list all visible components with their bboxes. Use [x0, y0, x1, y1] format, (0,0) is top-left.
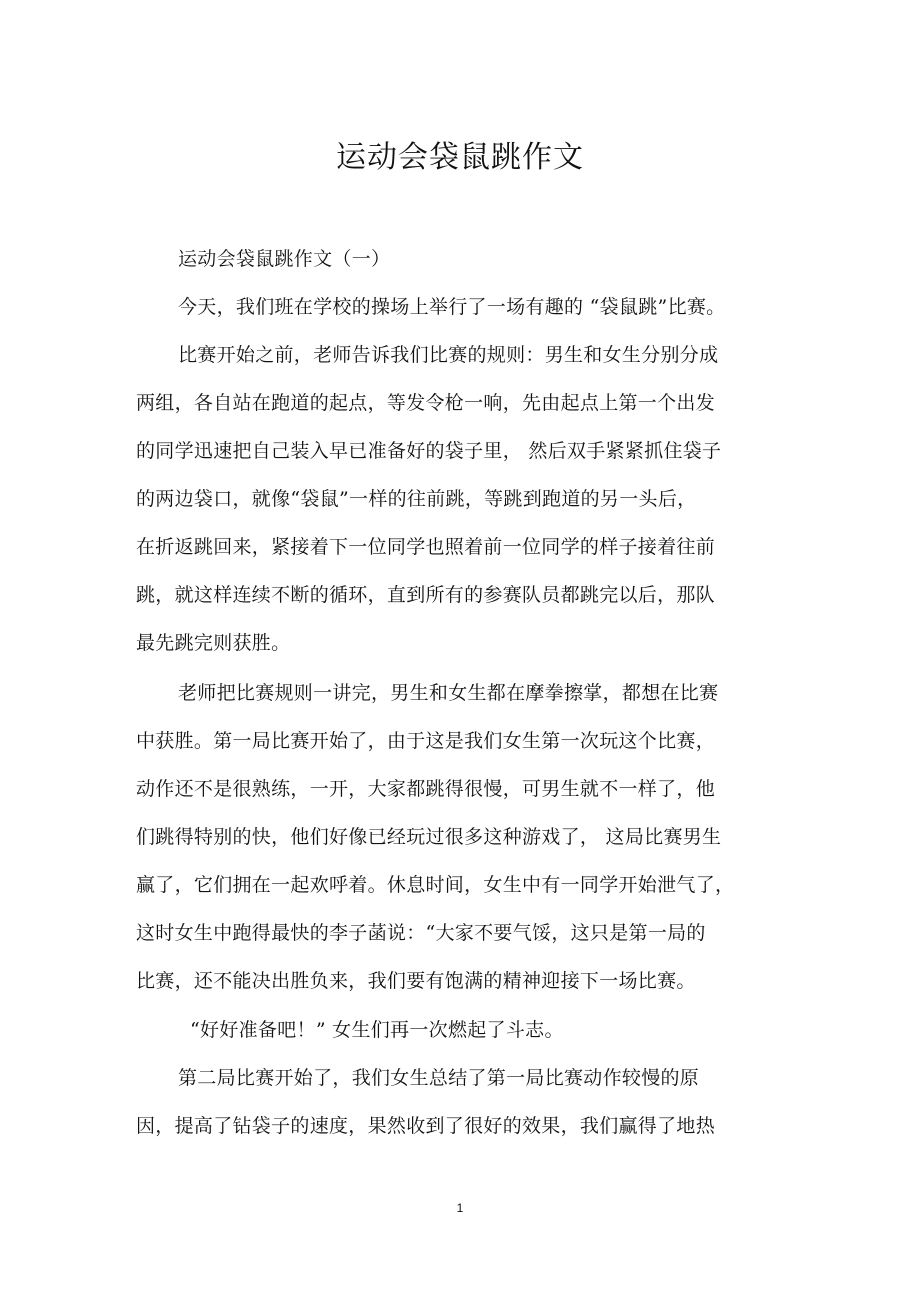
paragraph-line: 赢了，它们拥在一起欢呼着。休息时间，女生中有一同学开始泄气了， — [136, 874, 735, 896]
paragraph-line: “好好准备吧！” 女生们再一次燃起了斗志。 — [190, 1019, 564, 1041]
paragraph-line: 比赛，还不能决出胜负来，我们要有饱满的精神迎接下一场比赛。 — [136, 970, 696, 992]
paragraph-line: 在折返跳回来，紧接着下一位同学也照着前一位同学的样子接着往前 — [136, 536, 716, 558]
paragraph-line: 的同学迅速把自己装入早已准备好的袋子里， 然后双手紧紧抓住袋子 — [136, 440, 722, 462]
paragraph-line: 两组，各自站在跑道的起点，等发令枪一响，先由起点上第一个出发 — [136, 392, 716, 414]
paragraph-line: 这时女生中跑得最快的李子菡说：“大家不要气馁，这只是第一局的 — [136, 922, 706, 944]
paragraph-line: 们跳得特别的快，他们好像已经玩过很多这种游戏了， 这局比赛男生 — [136, 826, 722, 848]
paragraph-line: 第二局比赛开始了，我们女生总结了第一局比赛动作较慢的原 — [178, 1067, 700, 1089]
page-number: 1 — [456, 1201, 464, 1215]
paragraph-line: 老师把比赛规则一讲完，男生和女生都在摩拳擦掌，都想在比赛 — [178, 682, 719, 704]
paragraph-line: 今天，我们班在学校的操场上举行了一场有趣的 “袋鼠跳”比赛。 — [178, 296, 726, 318]
paragraph-line: 因，提高了钻袋子的速度，果然收到了很好的效果，我们赢得了地热 — [136, 1115, 716, 1137]
paragraph-line: 比赛开始之前，老师告诉我们比赛的规则：男生和女生分别分成 — [178, 344, 719, 366]
paragraph-line: 的两边袋口，就像“袋鼠”一样的往前跳，等跳到跑道的另一头后， — [136, 488, 697, 510]
document-title: 运动会袋鼠跳作文 — [336, 140, 584, 175]
paragraph-line: 动作还不是很熟练，一开，大家都跳得很慢，可男生就不一样了，他 — [136, 778, 716, 800]
paragraph-line: 跳，就这样连续不断的循环，直到所有的参赛队员都跳完以后，那队 — [136, 584, 716, 606]
paragraph-line: 中获胜。第一局比赛开始了，由于这是我们女生第一次玩这个比赛， — [136, 730, 716, 752]
section-heading: 运动会袋鼠跳作文（一） — [178, 248, 391, 270]
paragraph-line: 最先跳完则获胜。 — [136, 632, 291, 654]
